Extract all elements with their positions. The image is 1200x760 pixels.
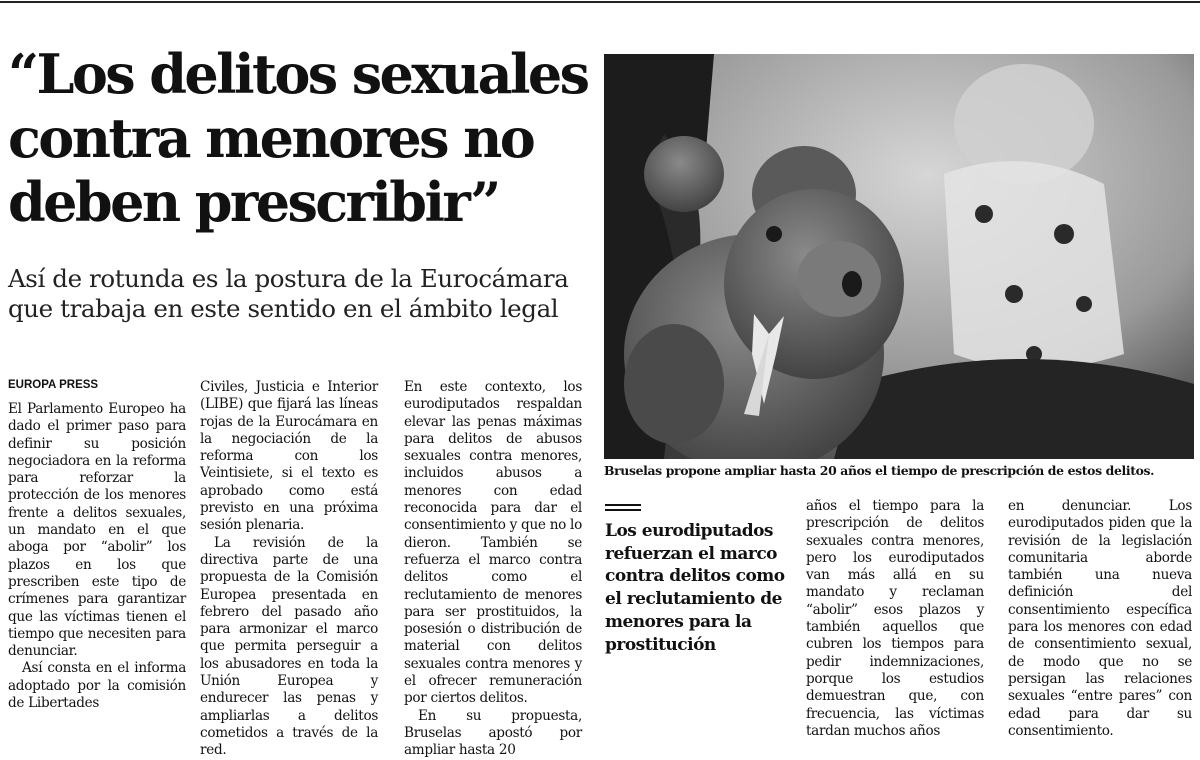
article-column-1 <box>8 378 186 712</box>
headline-line: deben prescribir” <box>8 170 499 234</box>
photo-illustration <box>604 54 1194 459</box>
paragraph: Civiles, Justicia e Interior (LIBE) que fijará las líneas rojas de la Eurocámara en la negociación de la reforma con los Veintisiete, si el texto es aprobado como está previsto en una próxima sesión plenaria. <box>200 379 378 534</box>
article-column-2 <box>200 379 378 760</box>
headline <box>8 42 598 234</box>
subheadline-line: que trabaja en este sentido en el ámbito legal <box>8 294 559 323</box>
pullquote: Los eurodiputados refuerzan el marco contra delitos como el reclutamiento de menores para la prostitución <box>605 521 785 655</box>
article-column-3 <box>404 379 582 760</box>
paragraph: Así consta en el informa adoptado por la comisión de Libertades <box>8 660 186 712</box>
paragraph: La revisión de la directiva parte de una propuesta de la Comisión Europea presentada en febrero del pasado año para armonizar el marco que permita perseguir a los abusadores en toda la Unión Europea y endurecer las penas y ampliarlas a delitos cometidos a través de la red. <box>200 534 378 759</box>
subheadline <box>8 264 588 324</box>
pullquote-rule <box>605 504 641 514</box>
article-column-5 <box>1008 498 1192 740</box>
paragraph: años el tiempo para la prescripción de delitos sexuales contra menores, pero los eurodiputados van más allá en su mandato y reclaman “abolir” esos plazos y también aquellos que cubren los tiempos para pedir indemnizaciones, porque los estudios demuestran que, con frecuencia, las víctimas tardan muchos años <box>806 498 984 739</box>
top-rule <box>0 1 1200 3</box>
teddy-bear-photo <box>604 54 1194 459</box>
headline-line: “Los delitos sexuales <box>8 42 588 106</box>
byline: EUROPA PRESS <box>8 379 99 391</box>
article-column-4 <box>806 498 984 740</box>
paragraph: en denunciar. Los eurodiputados piden que la revisión de la legislación comunitaria aborde también una nueva definición del consentimiento específica para los menores con edad de consentimiento sexual, de modo que no se persigan las relaciones sexuales “entre pares” con edad para dar su consentimiento. <box>1008 498 1192 739</box>
paragraph: El Parlamento Europeo ha dado el primer paso para definir su posición negociadora en la reforma para reforzar la protección de los menores frente a delitos sexuales, un mandato en el que aboga por “abolir” los plazos en los que prescriben este tipo de crímenes para garantizar que las víctimas tienen el tiempo que necesiten para denunciar. <box>8 401 186 660</box>
paragraph: En su propuesta, Bruselas apostó por ampliar hasta 20 <box>404 707 582 759</box>
paragraph: En este contexto, los eurodiputados respaldan elevar las penas máximas para delitos de abusos sexuales contra menores, incluidos abusos a menores con edad reconocida para dar el consentimiento y que no lo dieron. También se refuerza el marco contra delitos como el reclutamiento de menores para ser prostituidos, la posesión o distribución de material con delitos sexuales contra menores y el ofrecer remuneración por ciertos delitos. <box>404 379 582 707</box>
subheadline-line: Así de rotunda es la postura de la Eurocámara <box>8 264 569 293</box>
photo-caption: Bruselas propone ampliar hasta 20 años el tiempo de prescripción de estos delitos. <box>604 463 1155 478</box>
headline-line: contra menores no <box>8 106 534 170</box>
